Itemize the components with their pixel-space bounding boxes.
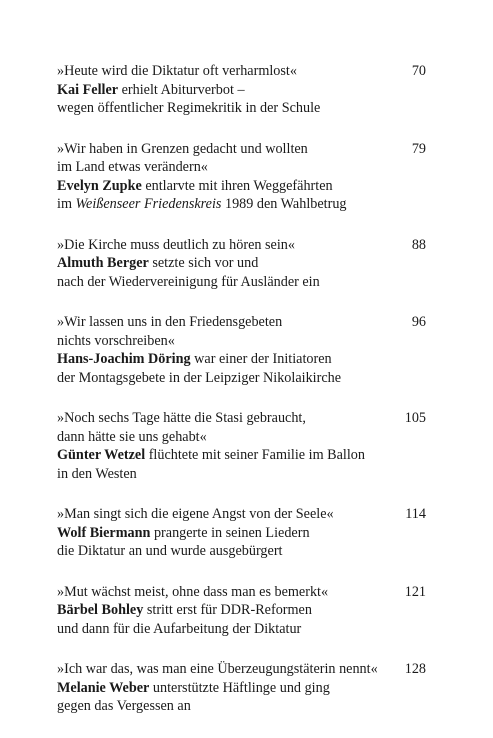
toc-entry (57, 505, 426, 561)
description-text: entlarvte mit ihren Weggefährten (141, 177, 333, 194)
page-number: 114 (405, 506, 426, 522)
page-number: 128 (404, 661, 426, 677)
toc-entry (57, 660, 426, 716)
entry-description (57, 177, 426, 196)
entry-description (57, 81, 426, 100)
person-name: Almuth Berger (57, 255, 149, 271)
person-name: Bärbel Bohley (57, 602, 144, 618)
toc-entry (57, 409, 426, 483)
entry-quote: »Mut wächst meist, ohne dass man es bemerkt« (57, 583, 329, 600)
entry-description (57, 446, 426, 465)
description-text: prangerte in seinen Liedern (150, 524, 310, 541)
page-number: 96 (411, 314, 426, 330)
entry-quote: »Ich war das, was man eine Überzeugungstäterin nennt« (57, 661, 378, 677)
person-name: Evelyn Zupke (57, 177, 142, 194)
entry-description (57, 254, 426, 273)
toc-entry (57, 62, 426, 118)
entry-description-continued: die Diktatur an und wurde ausgebürgert (57, 543, 283, 559)
entry-description-continued: in den Westen (57, 465, 137, 482)
person-name: Wolf Biermann (57, 524, 151, 541)
description-text: erhielt Abiturverbot – (118, 81, 245, 98)
entry-quote: »Wir haben in Grenzen gedacht und wollten (57, 140, 308, 157)
entry-quote-continued: nichts vorschreiben« (57, 332, 175, 349)
description-text: war einer der Initiatoren (190, 351, 332, 367)
person-name: Melanie Weber (57, 679, 150, 696)
entry-description (57, 679, 426, 698)
page-number: 79 (411, 140, 426, 157)
entry-quote: »Noch sechs Tage hätte die Stasi gebraucht, (57, 410, 306, 426)
description-text: stritt erst für DDR-Reformen (143, 602, 312, 618)
toc-entry (57, 140, 426, 214)
page-number: 88 (411, 236, 426, 253)
entry-description-continued: nach der Wiedervereinigung für Ausländer ein (57, 273, 320, 290)
entry-quote: »Heute wird die Diktatur oft verharmlost« (57, 63, 297, 79)
entry-description (57, 601, 426, 620)
entry-description-continued (57, 195, 426, 214)
toc-entry (57, 236, 426, 292)
page-number: 121 (404, 583, 426, 600)
toc-entry (57, 583, 426, 639)
person-name: Günter Wetzel (57, 447, 146, 463)
page-number: 105 (404, 410, 426, 426)
description-text: setzte sich vor und (148, 255, 259, 271)
entry-quote-continued: dann hätte sie uns gehabt« (57, 428, 207, 445)
entry-quote: »Die Kirche muss deutlich zu hören sein« (57, 236, 295, 253)
entry-quote-continued: im Land etwas verändern« (57, 159, 208, 175)
page-number: 70 (411, 63, 426, 79)
entry-description-continued: gegen das Vergessen an (57, 698, 191, 714)
entry-quote: »Wir lassen uns in den Friedensgebeten (57, 314, 283, 330)
description-text: flüchtete mit seiner Familie im Ballon (145, 447, 365, 463)
table-of-contents (57, 62, 426, 738)
entry-description-continued: wegen öffentlicher Regimekritik in der Schule (57, 100, 321, 116)
entry-description (57, 524, 426, 543)
entry-description (57, 350, 426, 369)
entry-description-continued: der Montagsgebete in der Leipziger Nikolaikirche (57, 369, 342, 386)
description-text: 1989 den Wahlbetrug (221, 196, 347, 212)
description-text: unterstützte Häftlinge und ging (149, 679, 330, 696)
description-text: im (57, 196, 76, 212)
entry-quote: »Man singt sich die eigene Angst von der Seele« (57, 506, 334, 522)
person-name: Kai Feller (57, 81, 119, 98)
group-name: Weißenseer Friedenskreis (75, 196, 222, 212)
entry-description-continued: und dann für die Aufarbeitung der Diktatur (57, 620, 302, 637)
toc-entry (57, 313, 426, 387)
person-name: Hans-Joachim Döring (57, 351, 191, 367)
